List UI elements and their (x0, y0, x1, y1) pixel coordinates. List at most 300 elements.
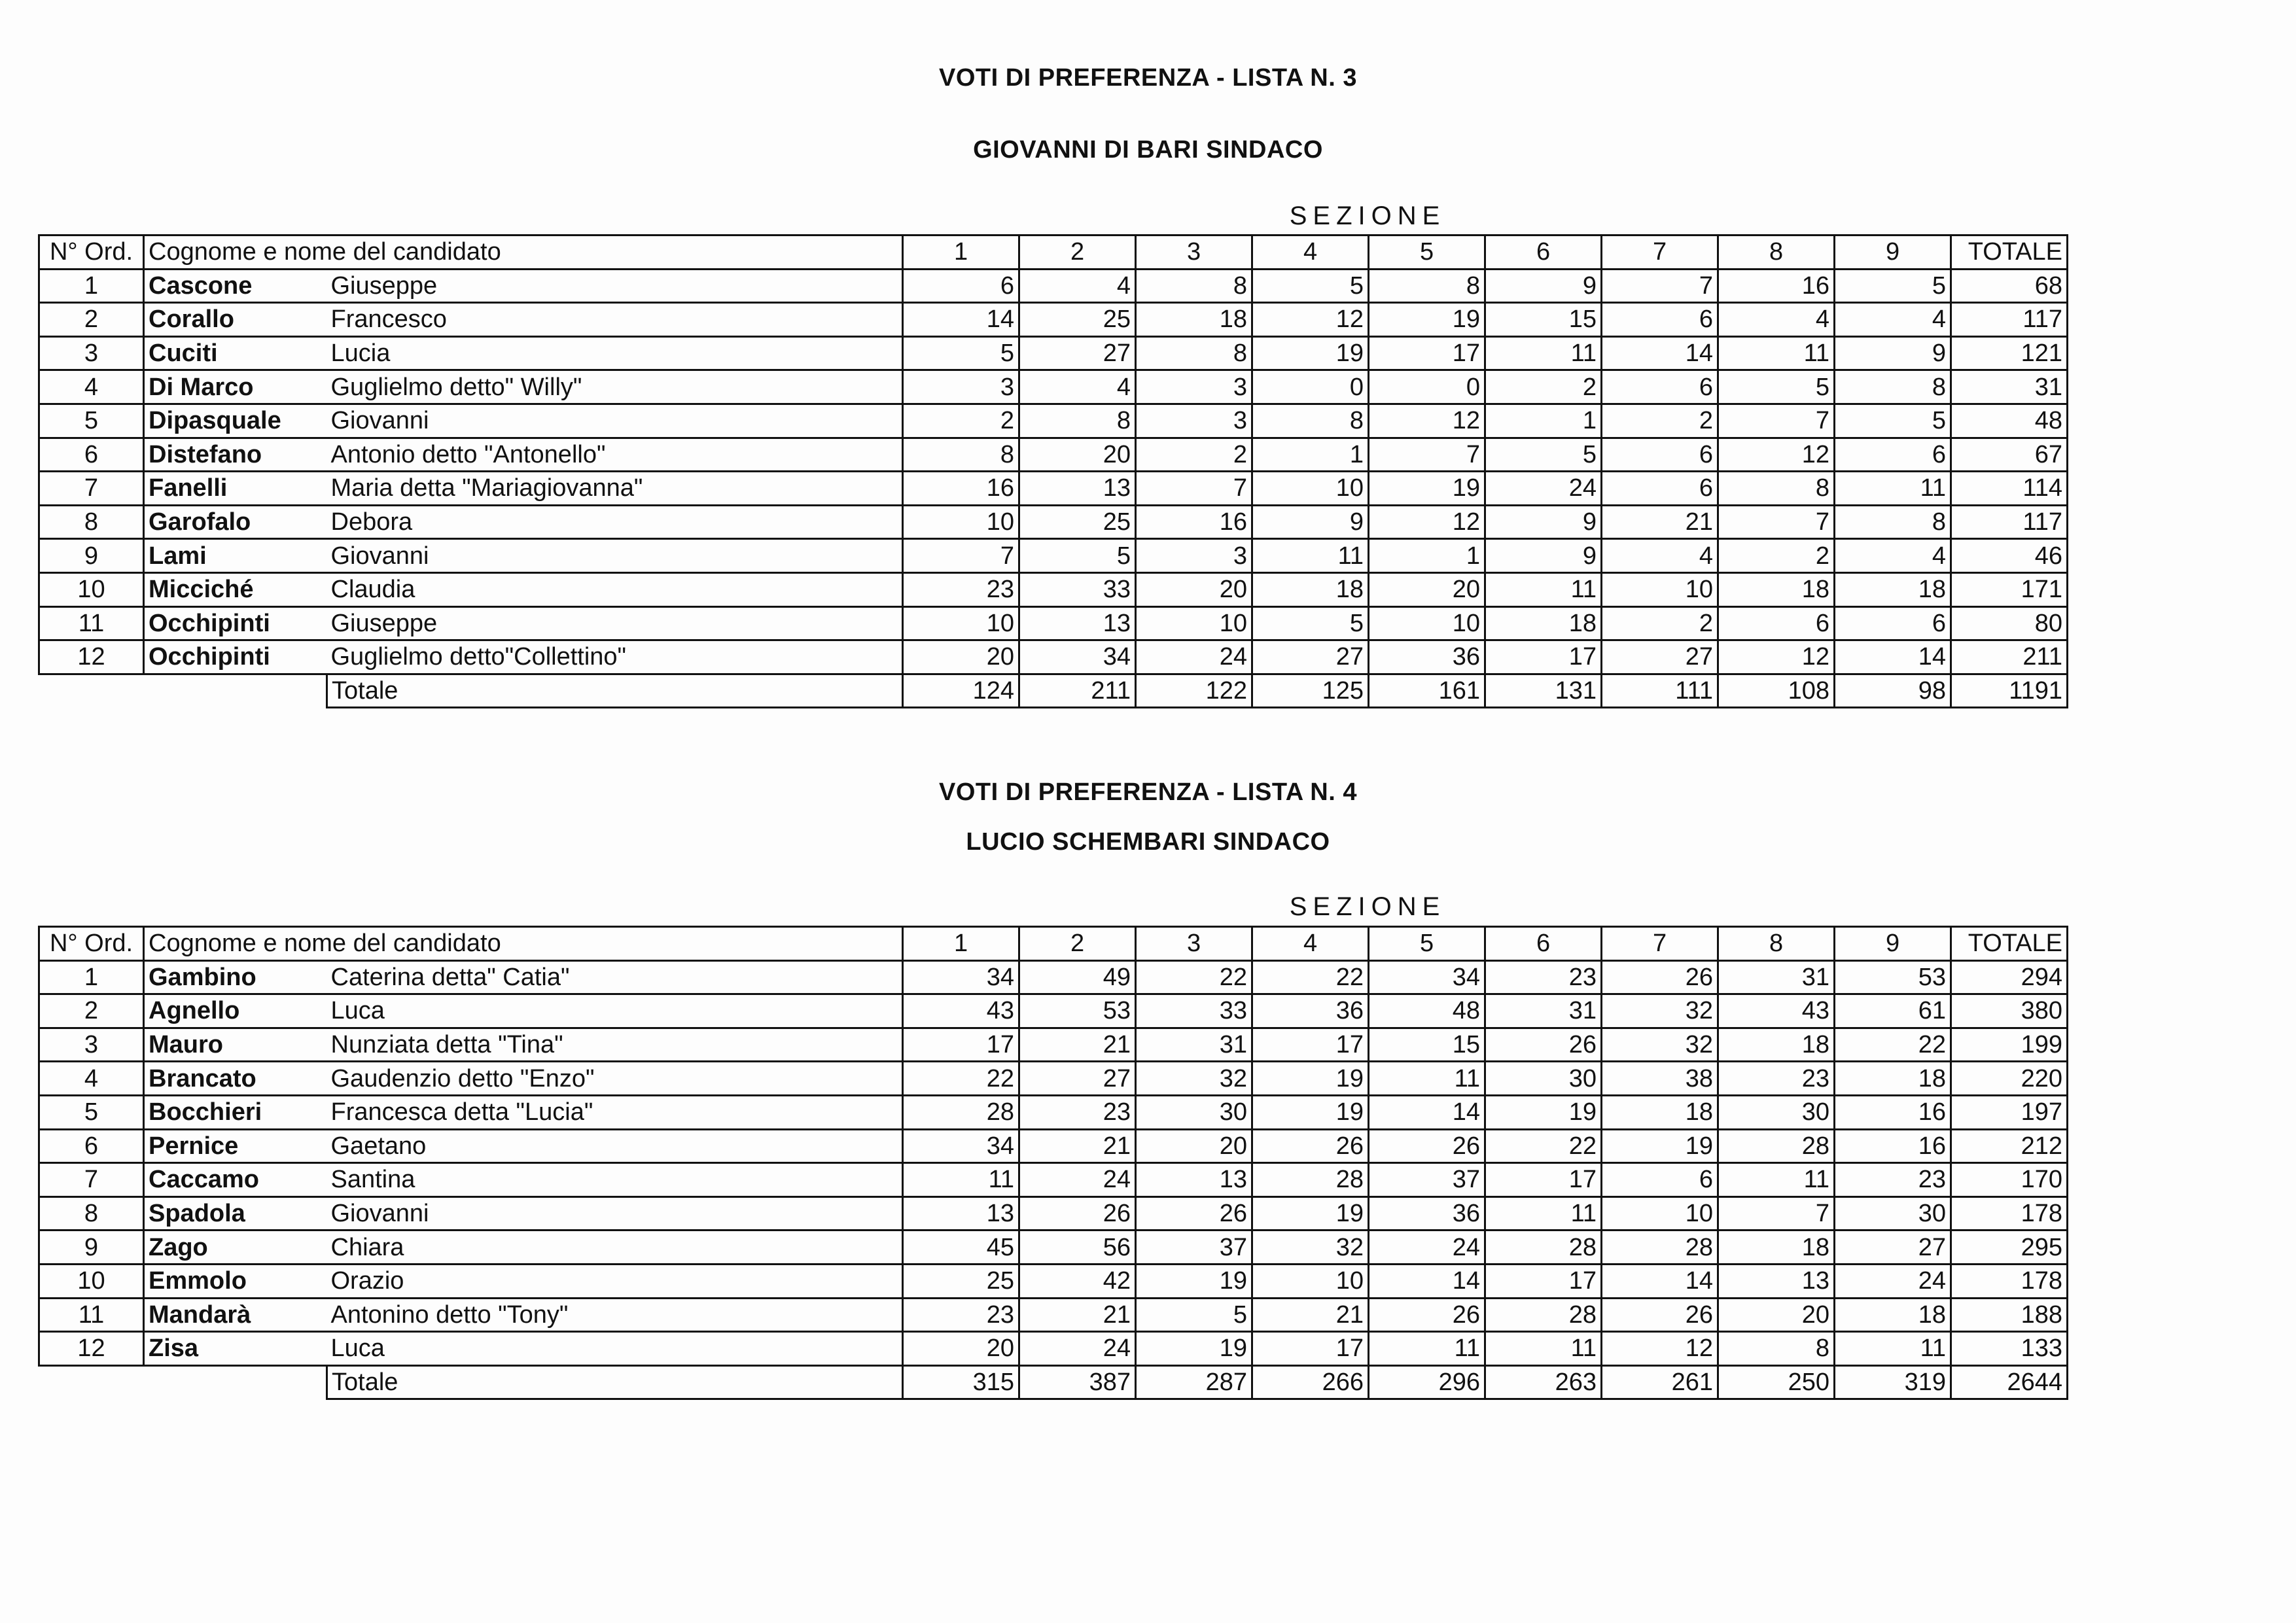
table-row (39, 303, 2068, 337)
table-row (39, 1129, 2068, 1163)
candidate-surname: Zisa (144, 1332, 327, 1366)
candidate-surname: Mauro (144, 1028, 327, 1062)
candidate-surname: Pernice (144, 1129, 327, 1163)
vote-cell-section-2: 27 (1019, 1062, 1136, 1096)
vote-cell-section-4: 17 (1252, 1028, 1369, 1062)
vote-cell-section-2: 5 (1019, 539, 1136, 573)
vote-cell-section-1: 34 (903, 960, 1019, 994)
vote-cell-section-9: 27 (1835, 1230, 1951, 1265)
candidate-firstname: Giovanni (327, 404, 903, 438)
header-total: TOTALE (1951, 927, 2068, 961)
vote-cell-section-5: 1 (1369, 539, 1485, 573)
vote-cell-section-6: 23 (1485, 960, 1602, 994)
vote-cell-section-8: 11 (1718, 336, 1835, 370)
vote-cell-section-9: 4 (1835, 303, 1951, 337)
table-row (39, 505, 2068, 539)
candidate-surname: Distefano (144, 438, 327, 472)
vote-cell-section-8: 7 (1718, 505, 1835, 539)
header-row (39, 236, 2068, 270)
vote-cell-section-3: 20 (1136, 1129, 1252, 1163)
vote-cell-section-1: 3 (903, 370, 1019, 404)
vote-cell-section-8: 18 (1718, 572, 1835, 606)
header-total: TOTALE (1951, 236, 2068, 270)
vote-cell-section-8: 12 (1718, 438, 1835, 472)
totals-grand: 1191 (1951, 674, 2068, 708)
vote-cell-section-9: 4 (1835, 539, 1951, 573)
vote-cell-section-5: 14 (1369, 1264, 1485, 1298)
vote-cell-section-6: 30 (1485, 1062, 1602, 1096)
vote-cell-section-3: 18 (1136, 303, 1252, 337)
vote-cell-section-8: 7 (1718, 404, 1835, 438)
candidate-total: 121 (1951, 336, 2068, 370)
vote-cell-section-6: 9 (1485, 269, 1602, 303)
vote-cell-section-3: 22 (1136, 960, 1252, 994)
vote-cell-section-5: 11 (1369, 1062, 1485, 1096)
vote-cell-section-8: 28 (1718, 1129, 1835, 1163)
candidate-firstname: Debora (327, 505, 903, 539)
totals-blank (39, 1365, 327, 1399)
vote-cell-section-5: 26 (1369, 1129, 1485, 1163)
vote-cell-section-9: 18 (1835, 572, 1951, 606)
candidate-ord: 10 (39, 572, 144, 606)
header-ord: N° Ord. (39, 236, 144, 270)
candidate-ord: 9 (39, 539, 144, 573)
vote-cell-section-7: 32 (1602, 994, 1718, 1028)
list-3-sezione-label: SEZIONE (1289, 201, 1446, 230)
vote-cell-section-4: 36 (1252, 994, 1369, 1028)
header-section-3: 3 (1136, 236, 1252, 270)
header-section-1: 1 (903, 927, 1019, 961)
totals-section-1: 315 (903, 1365, 1019, 1399)
header-section-9: 9 (1835, 236, 1951, 270)
vote-cell-section-6: 28 (1485, 1298, 1602, 1332)
vote-cell-section-9: 18 (1835, 1062, 1951, 1096)
vote-cell-section-7: 2 (1602, 404, 1718, 438)
candidate-firstname: Francesco (327, 303, 903, 337)
table-row (39, 1196, 2068, 1230)
vote-cell-section-7: 19 (1602, 1129, 1718, 1163)
candidate-ord: 1 (39, 960, 144, 994)
vote-cell-section-1: 43 (903, 994, 1019, 1028)
candidate-total: 68 (1951, 269, 2068, 303)
totals-section-8: 250 (1718, 1365, 1835, 1399)
candidate-surname: Cascone (144, 269, 327, 303)
candidate-ord: 2 (39, 994, 144, 1028)
vote-cell-section-6: 24 (1485, 472, 1602, 506)
table-row (39, 269, 2068, 303)
vote-cell-section-2: 25 (1019, 303, 1136, 337)
vote-cell-section-3: 33 (1136, 994, 1252, 1028)
vote-cell-section-5: 7 (1369, 438, 1485, 472)
vote-cell-section-4: 5 (1252, 269, 1369, 303)
vote-cell-section-7: 27 (1602, 640, 1718, 674)
vote-cell-section-6: 11 (1485, 572, 1602, 606)
vote-cell-section-3: 30 (1136, 1095, 1252, 1129)
vote-cell-section-8: 16 (1718, 269, 1835, 303)
vote-cell-section-2: 53 (1019, 994, 1136, 1028)
vote-cell-section-4: 10 (1252, 472, 1369, 506)
vote-cell-section-4: 27 (1252, 640, 1369, 674)
vote-cell-section-6: 18 (1485, 606, 1602, 640)
vote-cell-section-9: 22 (1835, 1028, 1951, 1062)
table-row (39, 606, 2068, 640)
vote-cell-section-4: 9 (1252, 505, 1369, 539)
vote-cell-section-9: 18 (1835, 1298, 1951, 1332)
vote-cell-section-9: 6 (1835, 438, 1951, 472)
vote-cell-section-1: 22 (903, 1062, 1019, 1096)
vote-cell-section-8: 18 (1718, 1230, 1835, 1265)
vote-cell-section-9: 16 (1835, 1129, 1951, 1163)
table-row (39, 472, 2068, 506)
vote-cell-section-1: 34 (903, 1129, 1019, 1163)
vote-cell-section-9: 11 (1835, 472, 1951, 506)
vote-cell-section-2: 49 (1019, 960, 1136, 994)
totals-section-5: 296 (1369, 1365, 1485, 1399)
candidate-ord: 6 (39, 438, 144, 472)
vote-cell-section-6: 1 (1485, 404, 1602, 438)
vote-cell-section-8: 13 (1718, 1264, 1835, 1298)
totals-section-6: 131 (1485, 674, 1602, 708)
candidate-ord: 1 (39, 269, 144, 303)
candidate-surname: Emmolo (144, 1264, 327, 1298)
vote-cell-section-4: 26 (1252, 1129, 1369, 1163)
vote-cell-section-4: 11 (1252, 539, 1369, 573)
candidate-surname: Di Marco (144, 370, 327, 404)
vote-cell-section-2: 56 (1019, 1230, 1136, 1265)
header-section-3: 3 (1136, 927, 1252, 961)
vote-cell-section-9: 23 (1835, 1163, 1951, 1197)
candidate-total: 48 (1951, 404, 2068, 438)
candidate-ord: 7 (39, 472, 144, 506)
vote-cell-section-7: 38 (1602, 1062, 1718, 1096)
vote-cell-section-8: 43 (1718, 994, 1835, 1028)
totals-label: Totale (327, 1365, 903, 1399)
vote-cell-section-6: 17 (1485, 1163, 1602, 1197)
vote-cell-section-1: 14 (903, 303, 1019, 337)
vote-cell-section-7: 6 (1602, 370, 1718, 404)
totals-section-8: 108 (1718, 674, 1835, 708)
vote-cell-section-3: 13 (1136, 1163, 1252, 1197)
vote-cell-section-5: 12 (1369, 404, 1485, 438)
candidate-total: 114 (1951, 472, 2068, 506)
vote-cell-section-5: 37 (1369, 1163, 1485, 1197)
vote-cell-section-7: 18 (1602, 1095, 1718, 1129)
header-section-8: 8 (1718, 236, 1835, 270)
vote-cell-section-2: 33 (1019, 572, 1136, 606)
vote-cell-section-1: 20 (903, 640, 1019, 674)
vote-cell-section-6: 17 (1485, 640, 1602, 674)
candidate-total: 117 (1951, 303, 2068, 337)
vote-cell-section-1: 10 (903, 606, 1019, 640)
vote-cell-section-9: 5 (1835, 269, 1951, 303)
candidate-firstname: Giuseppe (327, 269, 903, 303)
vote-cell-section-4: 32 (1252, 1230, 1369, 1265)
candidate-surname: Occhipinti (144, 606, 327, 640)
vote-cell-section-9: 30 (1835, 1196, 1951, 1230)
vote-cell-section-3: 8 (1136, 269, 1252, 303)
candidate-firstname: Giuseppe (327, 606, 903, 640)
candidate-total: 80 (1951, 606, 2068, 640)
totals-row (39, 674, 2068, 708)
vote-cell-section-6: 26 (1485, 1028, 1602, 1062)
vote-cell-section-3: 2 (1136, 438, 1252, 472)
vote-cell-section-1: 6 (903, 269, 1019, 303)
vote-cell-section-3: 24 (1136, 640, 1252, 674)
candidate-total: 117 (1951, 505, 2068, 539)
header-section-6: 6 (1485, 927, 1602, 961)
header-section-6: 6 (1485, 236, 1602, 270)
vote-cell-section-7: 26 (1602, 1298, 1718, 1332)
totals-section-9: 98 (1835, 674, 1951, 708)
candidate-firstname: Guglielmo detto"Collettino" (327, 640, 903, 674)
candidate-ord: 4 (39, 370, 144, 404)
vote-cell-section-7: 6 (1602, 472, 1718, 506)
table-row (39, 1028, 2068, 1062)
vote-cell-section-8: 8 (1718, 1332, 1835, 1366)
vote-cell-section-1: 23 (903, 572, 1019, 606)
candidate-firstname: Giovanni (327, 1196, 903, 1230)
vote-cell-section-3: 37 (1136, 1230, 1252, 1265)
table-row (39, 960, 2068, 994)
vote-cell-section-4: 18 (1252, 572, 1369, 606)
vote-cell-section-9: 53 (1835, 960, 1951, 994)
vote-cell-section-8: 31 (1718, 960, 1835, 994)
candidate-firstname: Nunziata detta "Tina" (327, 1028, 903, 1062)
header-candidate-name: Cognome e nome del candidato (144, 236, 903, 270)
candidate-total: 197 (1951, 1095, 2068, 1129)
candidate-firstname: Chiara (327, 1230, 903, 1265)
vote-cell-section-3: 3 (1136, 404, 1252, 438)
vote-cell-section-2: 27 (1019, 336, 1136, 370)
vote-cell-section-4: 8 (1252, 404, 1369, 438)
vote-cell-section-5: 0 (1369, 370, 1485, 404)
table-row (39, 1062, 2068, 1096)
candidate-ord: 8 (39, 1196, 144, 1230)
totals-blank (39, 674, 327, 708)
vote-cell-section-5: 12 (1369, 505, 1485, 539)
totals-section-4: 125 (1252, 674, 1369, 708)
vote-cell-section-5: 48 (1369, 994, 1485, 1028)
candidate-total: 212 (1951, 1129, 2068, 1163)
vote-cell-section-2: 8 (1019, 404, 1136, 438)
list-4-subtitle: LUCIO SCHEMBARI SINDACO (966, 828, 1330, 856)
vote-cell-section-3: 10 (1136, 606, 1252, 640)
list-4-sezione-label: SEZIONE (1289, 892, 1446, 921)
table-row (39, 1332, 2068, 1366)
vote-cell-section-7: 14 (1602, 336, 1718, 370)
vote-cell-section-1: 23 (903, 1298, 1019, 1332)
vote-cell-section-6: 15 (1485, 303, 1602, 337)
totals-section-2: 211 (1019, 674, 1136, 708)
vote-cell-section-8: 12 (1718, 640, 1835, 674)
vote-cell-section-5: 19 (1369, 472, 1485, 506)
totals-section-7: 111 (1602, 674, 1718, 708)
candidate-firstname: Lucia (327, 336, 903, 370)
vote-cell-section-7: 7 (1602, 269, 1718, 303)
table-row (39, 370, 2068, 404)
vote-cell-section-5: 8 (1369, 269, 1485, 303)
header-row (39, 927, 2068, 961)
vote-cell-section-9: 5 (1835, 404, 1951, 438)
header-section-5: 5 (1369, 927, 1485, 961)
vote-cell-section-1: 2 (903, 404, 1019, 438)
vote-cell-section-4: 5 (1252, 606, 1369, 640)
vote-cell-section-4: 21 (1252, 1298, 1369, 1332)
header-section-1: 1 (903, 236, 1019, 270)
candidate-total: 199 (1951, 1028, 2068, 1062)
candidate-total: 295 (1951, 1230, 2068, 1265)
vote-cell-section-4: 0 (1252, 370, 1369, 404)
totals-grand: 2644 (1951, 1365, 2068, 1399)
vote-cell-section-1: 10 (903, 505, 1019, 539)
vote-cell-section-7: 6 (1602, 1163, 1718, 1197)
vote-cell-section-4: 19 (1252, 336, 1369, 370)
header-section-9: 9 (1835, 927, 1951, 961)
totals-section-6: 263 (1485, 1365, 1602, 1399)
table-row (39, 336, 2068, 370)
header-section-4: 4 (1252, 236, 1369, 270)
candidate-surname: Corallo (144, 303, 327, 337)
candidate-firstname: Antonino detto "Tony" (327, 1298, 903, 1332)
vote-cell-section-7: 26 (1602, 960, 1718, 994)
candidate-surname: Bocchieri (144, 1095, 327, 1129)
totals-section-5: 161 (1369, 674, 1485, 708)
candidate-firstname: Giovanni (327, 539, 903, 573)
vote-cell-section-1: 25 (903, 1264, 1019, 1298)
vote-cell-section-1: 20 (903, 1332, 1019, 1366)
vote-cell-section-1: 45 (903, 1230, 1019, 1265)
candidate-surname: Garofalo (144, 505, 327, 539)
candidate-ord: 10 (39, 1264, 144, 1298)
totals-section-7: 261 (1602, 1365, 1718, 1399)
vote-cell-section-7: 32 (1602, 1028, 1718, 1062)
candidate-firstname: Gaudenzio detto "Enzo" (327, 1062, 903, 1096)
table-row (39, 404, 2068, 438)
vote-cell-section-7: 10 (1602, 572, 1718, 606)
vote-cell-section-5: 14 (1369, 1095, 1485, 1129)
header-section-8: 8 (1718, 927, 1835, 961)
vote-cell-section-2: 4 (1019, 370, 1136, 404)
vote-cell-section-9: 9 (1835, 336, 1951, 370)
header-ord: N° Ord. (39, 927, 144, 961)
vote-cell-section-1: 28 (903, 1095, 1019, 1129)
candidate-firstname: Luca (327, 994, 903, 1028)
vote-cell-section-2: 4 (1019, 269, 1136, 303)
candidate-surname: Brancato (144, 1062, 327, 1096)
vote-cell-section-7: 12 (1602, 1332, 1718, 1366)
vote-cell-section-4: 19 (1252, 1196, 1369, 1230)
vote-cell-section-2: 21 (1019, 1028, 1136, 1062)
list-3-table (38, 234, 2068, 708)
vote-cell-section-1: 11 (903, 1163, 1019, 1197)
candidate-firstname: Maria detta "Mariagiovanna" (327, 472, 903, 506)
vote-cell-section-8: 7 (1718, 1196, 1835, 1230)
vote-cell-section-1: 17 (903, 1028, 1019, 1062)
vote-cell-section-2: 13 (1019, 472, 1136, 506)
header-section-7: 7 (1602, 927, 1718, 961)
vote-cell-section-2: 25 (1019, 505, 1136, 539)
vote-cell-section-3: 5 (1136, 1298, 1252, 1332)
vote-cell-section-6: 11 (1485, 1196, 1602, 1230)
candidate-total: 67 (1951, 438, 2068, 472)
vote-cell-section-5: 20 (1369, 572, 1485, 606)
vote-cell-section-3: 16 (1136, 505, 1252, 539)
vote-cell-section-7: 4 (1602, 539, 1718, 573)
vote-cell-section-5: 26 (1369, 1298, 1485, 1332)
candidate-total: 211 (1951, 640, 2068, 674)
vote-cell-section-1: 8 (903, 438, 1019, 472)
table-row (39, 640, 2068, 674)
vote-cell-section-2: 21 (1019, 1298, 1136, 1332)
vote-cell-section-6: 9 (1485, 539, 1602, 573)
vote-cell-section-2: 24 (1019, 1332, 1136, 1366)
candidate-firstname: Claudia (327, 572, 903, 606)
table-row (39, 1230, 2068, 1265)
vote-cell-section-6: 28 (1485, 1230, 1602, 1265)
vote-cell-section-2: 21 (1019, 1129, 1136, 1163)
candidate-ord: 3 (39, 336, 144, 370)
table-row (39, 539, 2068, 573)
vote-cell-section-9: 8 (1835, 505, 1951, 539)
vote-cell-section-9: 16 (1835, 1095, 1951, 1129)
vote-cell-section-7: 10 (1602, 1196, 1718, 1230)
vote-cell-section-5: 17 (1369, 336, 1485, 370)
candidate-firstname: Antonio detto "Antonello" (327, 438, 903, 472)
vote-cell-section-6: 22 (1485, 1129, 1602, 1163)
candidate-ord: 11 (39, 606, 144, 640)
vote-cell-section-4: 12 (1252, 303, 1369, 337)
candidate-surname: Mandarà (144, 1298, 327, 1332)
totals-label: Totale (327, 674, 903, 708)
vote-cell-section-7: 28 (1602, 1230, 1718, 1265)
vote-cell-section-6: 17 (1485, 1264, 1602, 1298)
totals-section-4: 266 (1252, 1365, 1369, 1399)
totals-section-9: 319 (1835, 1365, 1951, 1399)
vote-cell-section-5: 34 (1369, 960, 1485, 994)
candidate-firstname: Guglielmo detto" Willy" (327, 370, 903, 404)
vote-cell-section-5: 36 (1369, 640, 1485, 674)
vote-cell-section-8: 2 (1718, 539, 1835, 573)
vote-cell-section-6: 11 (1485, 1332, 1602, 1366)
vote-cell-section-4: 1 (1252, 438, 1369, 472)
vote-cell-section-6: 5 (1485, 438, 1602, 472)
candidate-surname: Gambino (144, 960, 327, 994)
vote-cell-section-1: 5 (903, 336, 1019, 370)
candidate-ord: 8 (39, 505, 144, 539)
vote-cell-section-8: 6 (1718, 606, 1835, 640)
table-row (39, 438, 2068, 472)
header-section-2: 2 (1019, 927, 1136, 961)
candidate-surname: Cuciti (144, 336, 327, 370)
list-3-title: VOTI DI PREFERENZA - LISTA N. 3 (938, 64, 1357, 92)
vote-cell-section-8: 4 (1718, 303, 1835, 337)
candidate-ord: 4 (39, 1062, 144, 1096)
vote-cell-section-8: 8 (1718, 472, 1835, 506)
table-row (39, 1264, 2068, 1298)
candidate-total: 46 (1951, 539, 2068, 573)
candidate-surname: Spadola (144, 1196, 327, 1230)
vote-cell-section-7: 6 (1602, 438, 1718, 472)
vote-cell-section-1: 16 (903, 472, 1019, 506)
candidate-total: 170 (1951, 1163, 2068, 1197)
vote-cell-section-3: 20 (1136, 572, 1252, 606)
candidate-total: 171 (1951, 572, 2068, 606)
vote-cell-section-2: 20 (1019, 438, 1136, 472)
vote-cell-section-3: 3 (1136, 539, 1252, 573)
vote-cell-section-8: 30 (1718, 1095, 1835, 1129)
candidate-ord: 5 (39, 1095, 144, 1129)
candidate-total: 178 (1951, 1196, 2068, 1230)
